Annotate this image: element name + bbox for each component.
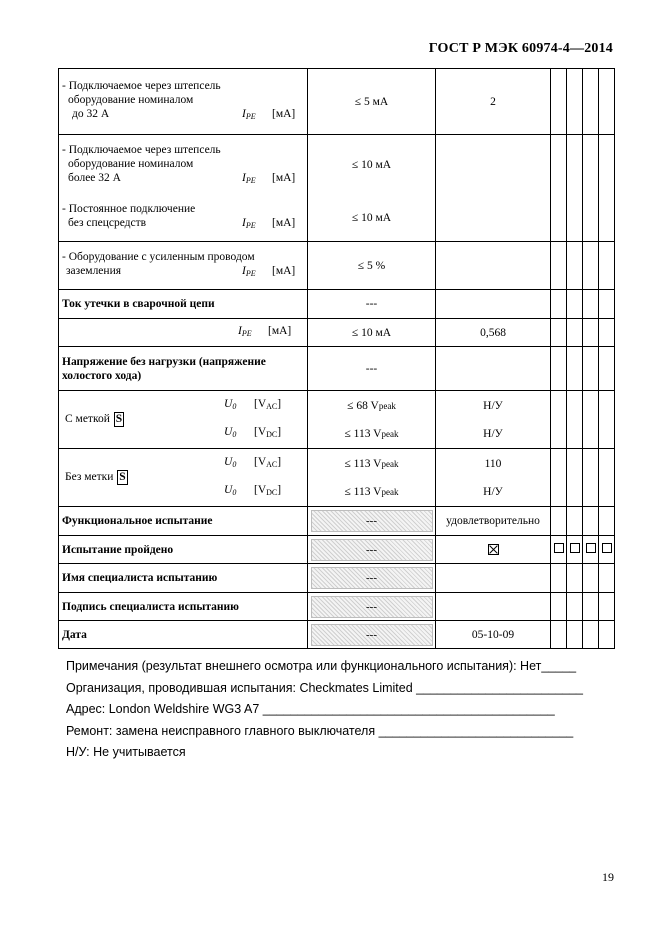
symbol: $U_0$ (224, 456, 237, 469)
check-cell (551, 564, 567, 593)
notes-block (66, 656, 583, 764)
value-cell (436, 347, 551, 391)
value-cell: удовлетворительно (436, 507, 551, 536)
row-label-line: до 32 А (72, 108, 110, 120)
checkbox-icon[interactable] (554, 543, 564, 553)
value-cell (436, 290, 551, 319)
limit-cell: ≤ 68 V peak ≤ 113 V peak (308, 391, 436, 449)
row-label-cell: Дата (59, 621, 308, 649)
row-label-line: оборудование номиналом (68, 158, 194, 170)
table-row (59, 593, 615, 621)
unit: $[V_{AC}]$ (254, 456, 282, 469)
check-cell (599, 290, 615, 319)
value-cell (436, 135, 551, 242)
hatched-field: --- (311, 624, 433, 646)
limit-cell: --- (308, 347, 436, 391)
note-line: Н/У: Не учитывается (66, 745, 186, 759)
check-cell (551, 290, 567, 319)
unit: $[V_{AC}]$ (254, 398, 282, 411)
row-label-line: - Подключаемое через штепсель (62, 80, 221, 92)
value-cell (436, 564, 551, 593)
note-line: Примечания (результат внешнего осмотра или функционального испытания): Нет_____ (66, 659, 577, 673)
check-cell (583, 536, 599, 564)
row-label-cell: Испытание пройдено (59, 536, 308, 564)
table-row (59, 290, 615, 319)
row-label: С меткой S (65, 413, 123, 425)
check-cell (599, 135, 615, 242)
checkbox-icon[interactable] (586, 543, 596, 553)
check-cell (551, 69, 567, 135)
limit-cell: --- (308, 290, 436, 319)
check-cell (599, 347, 615, 391)
s-mark-icon: S (119, 471, 126, 483)
check-cell (567, 621, 583, 649)
check-cell (583, 242, 599, 290)
check-cell (599, 621, 615, 649)
check-cell (551, 507, 567, 536)
limit-cell (308, 507, 436, 536)
value-cell: 0,568 (436, 319, 551, 347)
check-cell (599, 536, 615, 564)
table-row (59, 621, 615, 649)
check-cell (583, 290, 599, 319)
check-cell (551, 135, 567, 242)
check-cell (583, 319, 599, 347)
page-number: 19 (602, 870, 614, 884)
hatched-field: --- (311, 510, 433, 532)
row-label-line: - Подключаемое через штепсель (62, 144, 221, 156)
unit: [мА] (272, 172, 296, 184)
table-row (59, 536, 615, 564)
value-cell: Н/У Н/У (436, 391, 551, 449)
row-label-line: оборудование номиналом (68, 94, 194, 106)
row-label-line: холостого хода) (62, 369, 142, 382)
symbol: $I_{PE}$ (238, 325, 252, 338)
check-cell (567, 135, 583, 242)
row-label-line: Напряжение без нагрузки (напряжение (62, 355, 266, 368)
checkbox-icon[interactable] (602, 543, 612, 553)
hatched-field: --- (311, 539, 433, 561)
value-cell: 2 (436, 69, 551, 135)
symbol: $U_0$ (224, 484, 237, 497)
check-cell (583, 507, 599, 536)
row-label-cell (59, 347, 308, 391)
row-label-cell: Подпись специалиста испытанию (59, 593, 308, 621)
table-row (59, 69, 615, 135)
check-cell (551, 347, 567, 391)
check-cell (599, 319, 615, 347)
symbol: $I_{PE}$ (242, 265, 256, 278)
row-label-cell (59, 242, 308, 290)
row-label-cell: Ток утечки в сварочной цепи (59, 290, 308, 319)
row-label-cell (59, 391, 308, 449)
check-cell (583, 621, 599, 649)
row-label-cell (59, 319, 308, 347)
table-row (59, 135, 615, 195)
checkbox-icon[interactable] (570, 543, 580, 553)
check-cell (599, 593, 615, 621)
table-row (59, 449, 615, 507)
value-cell (436, 242, 551, 290)
row-label: Без метки S (65, 471, 126, 483)
table-row (59, 242, 615, 290)
note-line: Организация, проводившая испытания: Checkmates Limited ________________________ (66, 680, 584, 695)
limit-cell (308, 536, 436, 564)
check-cell (567, 449, 583, 507)
symbol: $U_0$ (224, 398, 237, 411)
row-label-line: - Постоянное подключение (62, 203, 196, 216)
limit-cell (308, 621, 436, 649)
row-label-line: более 32 А (68, 172, 121, 184)
table-row (59, 347, 615, 391)
check-cell (567, 536, 583, 564)
document-header: ГОСТ Р МЭК 60974-4—2014 (428, 41, 613, 56)
check-cell (567, 564, 583, 593)
symbol: $U_0$ (224, 426, 237, 439)
row-label-line: заземления (66, 265, 122, 277)
s-mark-icon: S (115, 413, 123, 425)
hatched-field: --- (311, 596, 433, 618)
note-line: Адрес: London Weldshire WG3 A7 __________________________________________ (66, 702, 555, 716)
row-label-cell (59, 195, 308, 242)
check-cell (551, 242, 567, 290)
unit: [мА] (272, 217, 296, 230)
check-cell (551, 536, 567, 564)
row-label-line: без спецсредств (68, 217, 147, 230)
check-cell (583, 564, 599, 593)
check-cell (583, 449, 599, 507)
unit: $[V_{DC}]$ (254, 426, 282, 439)
check-cell (551, 621, 567, 649)
limit-cell: ≤ 113 V peak ≤ 113 V peak (308, 449, 436, 507)
row-label-cell: Функциональное испытание (59, 507, 308, 536)
value-cell (436, 593, 551, 621)
check-cell (583, 135, 599, 242)
check-cell (599, 507, 615, 536)
check-cell (567, 242, 583, 290)
limit-cell (308, 564, 436, 593)
symbol: $I_{PE}$ (242, 172, 256, 185)
check-cell (583, 593, 599, 621)
row-label-cell (59, 135, 308, 195)
symbol: $I_{PE}$ (242, 108, 256, 121)
check-cell (551, 391, 567, 449)
check-cell (599, 242, 615, 290)
limit-cell: ≤ 5 мА (308, 69, 436, 135)
check-cell (567, 593, 583, 621)
limit-cell: ≤ 10 мА (308, 319, 436, 347)
check-cell (567, 290, 583, 319)
hatched-field: --- (311, 567, 433, 589)
value-cell: 05-10-09 (436, 621, 551, 649)
unit: [мА] (272, 265, 296, 277)
value-cell (436, 536, 551, 564)
limit-cell (308, 593, 436, 621)
check-cell (583, 347, 599, 391)
value-cell: 110 Н/У (436, 449, 551, 507)
row-label-cell (59, 449, 308, 507)
row-label-cell (59, 69, 308, 135)
limit-cell: ≤ 5 % (308, 242, 436, 290)
check-cell (551, 449, 567, 507)
unit: $[V_{DC}]$ (254, 484, 282, 497)
unit: [мА] (272, 108, 296, 120)
note-line: Ремонт: замена неисправного главного выключателя ____________________________ (66, 723, 574, 738)
table-row (59, 564, 615, 593)
check-cell (567, 319, 583, 347)
table-row (59, 507, 615, 536)
check-cell (551, 593, 567, 621)
check-cell (599, 564, 615, 593)
symbol: $I_{PE}$ (242, 217, 256, 231)
check-cell (567, 69, 583, 135)
checked-box-icon[interactable] (488, 544, 499, 555)
check-cell (599, 391, 615, 449)
check-cell (567, 507, 583, 536)
limit-cell: ≤ 10 мА (308, 135, 436, 195)
check-cell (599, 449, 615, 507)
check-cell (599, 69, 615, 135)
check-cell (583, 69, 599, 135)
table-row (59, 391, 615, 449)
table-row (59, 319, 615, 347)
check-cell (551, 319, 567, 347)
unit: [мА] (268, 325, 292, 337)
limit-cell: ≤ 10 мА (308, 195, 436, 242)
check-cell (567, 391, 583, 449)
row-label-line: - Оборудование с усиленным проводом (62, 251, 255, 263)
check-cell (583, 391, 599, 449)
row-label-cell: Имя специалиста испытанию (59, 564, 308, 593)
test-results-table (58, 68, 615, 649)
check-cell (567, 347, 583, 391)
